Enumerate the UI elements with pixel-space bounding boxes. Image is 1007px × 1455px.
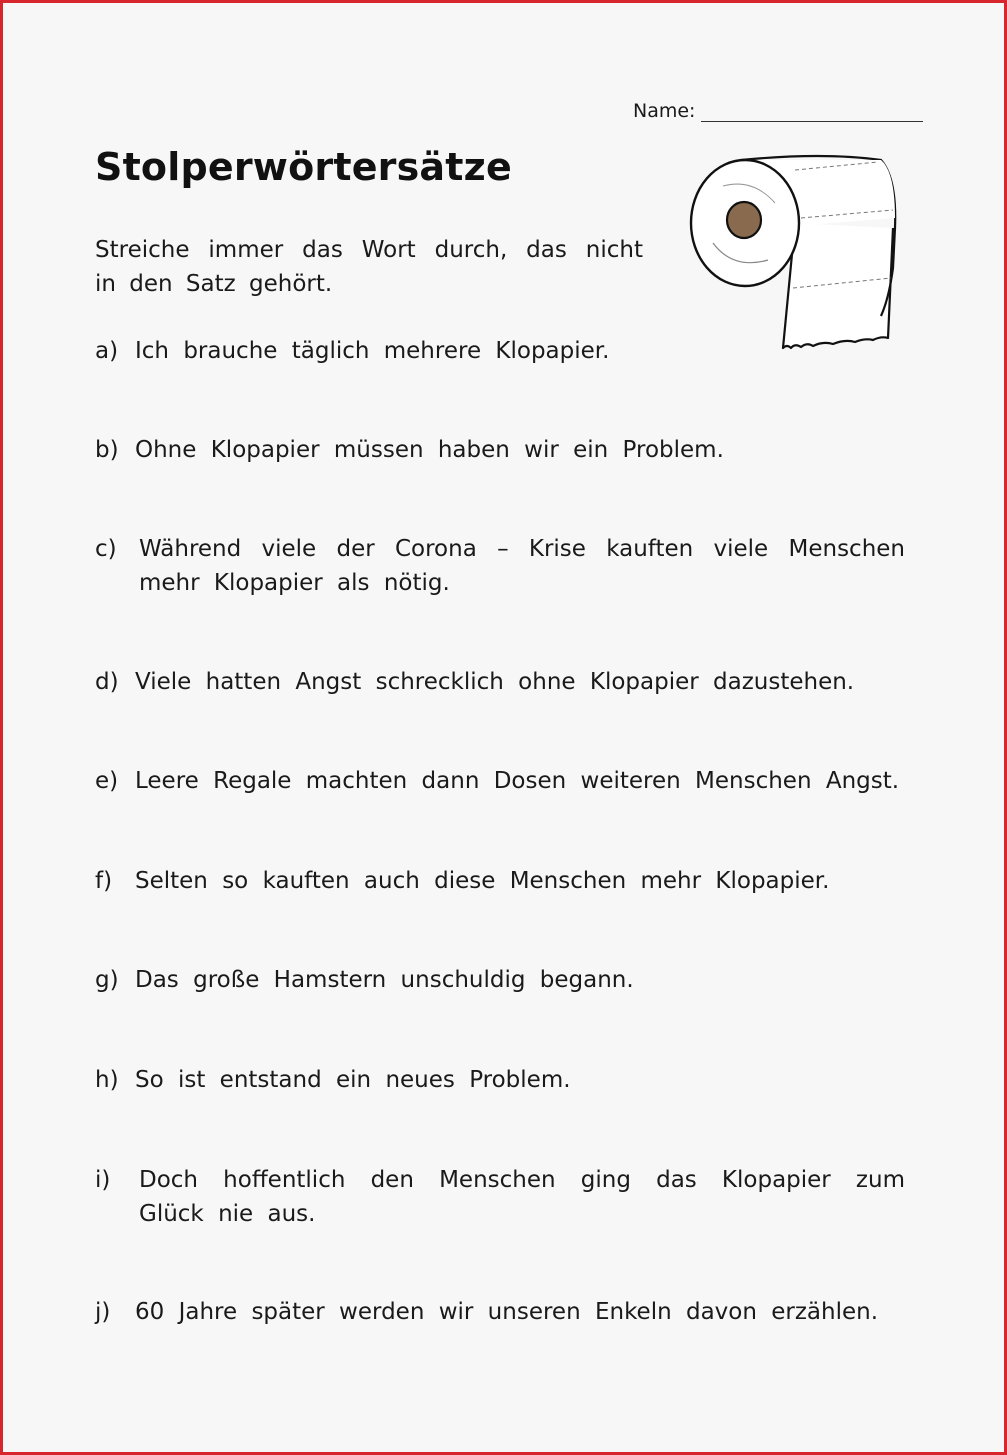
task-letter: i) [95,1167,111,1193]
page-title: Stolperwörtersätze [95,145,512,189]
task-sentence: 60 Jahre später werden wir unseren Enkeln davon erzählen. [135,1299,879,1325]
task-sentence: Ohne Klopapier müssen haben wir ein Problem. [135,437,724,463]
task-item [95,1295,905,1329]
toilet-paper-icon [683,148,903,358]
task-item [95,764,905,798]
task-letter: h) [95,1067,119,1093]
task-sentence: Viele hatten Angst schrecklich ohne Klopapier dazustehen. [135,669,855,695]
task-letter: j) [95,1299,111,1325]
task-item [95,532,905,600]
name-label: Name: [633,100,696,122]
task-sentence: Während viele der Corona – Krise kauften viele Menschen mehr Klopapier als nötig. [139,536,905,596]
task-sentence: Selten so kauften auch diese Menschen mehr Klopapier. [135,868,830,894]
task-sentence: Das große Hamstern unschuldig begann. [135,967,634,993]
task-item [95,1163,905,1231]
task-item [95,864,905,898]
task-sentence: Leere Regale machten dann Dosen weiteren Menschen Angst. [135,768,900,794]
task-sentence: Doch hoffentlich den Menschen ging das Klopapier zum Glück nie aus. [139,1167,905,1227]
name-field [633,99,923,122]
task-sentence: Ich brauche täglich mehrere Klopapier. [135,338,610,364]
task-item [95,334,905,368]
name-input-line[interactable] [701,99,923,122]
instructions-text: Streiche immer das Wort durch, das nicht in den Satz gehört. [95,237,643,297]
task-letter: c) [95,536,117,562]
task-letter: g) [95,967,119,993]
task-letter: d) [95,669,119,695]
task-letter: a) [95,338,119,364]
task-letter: e) [95,768,119,794]
task-item [95,433,905,467]
task-letter: f) [95,868,113,894]
task-item [95,963,905,997]
task-letter: b) [95,437,119,463]
task-item [95,665,905,699]
task-item [95,1063,905,1097]
task-sentence: So ist entstand ein neues Problem. [135,1067,571,1093]
